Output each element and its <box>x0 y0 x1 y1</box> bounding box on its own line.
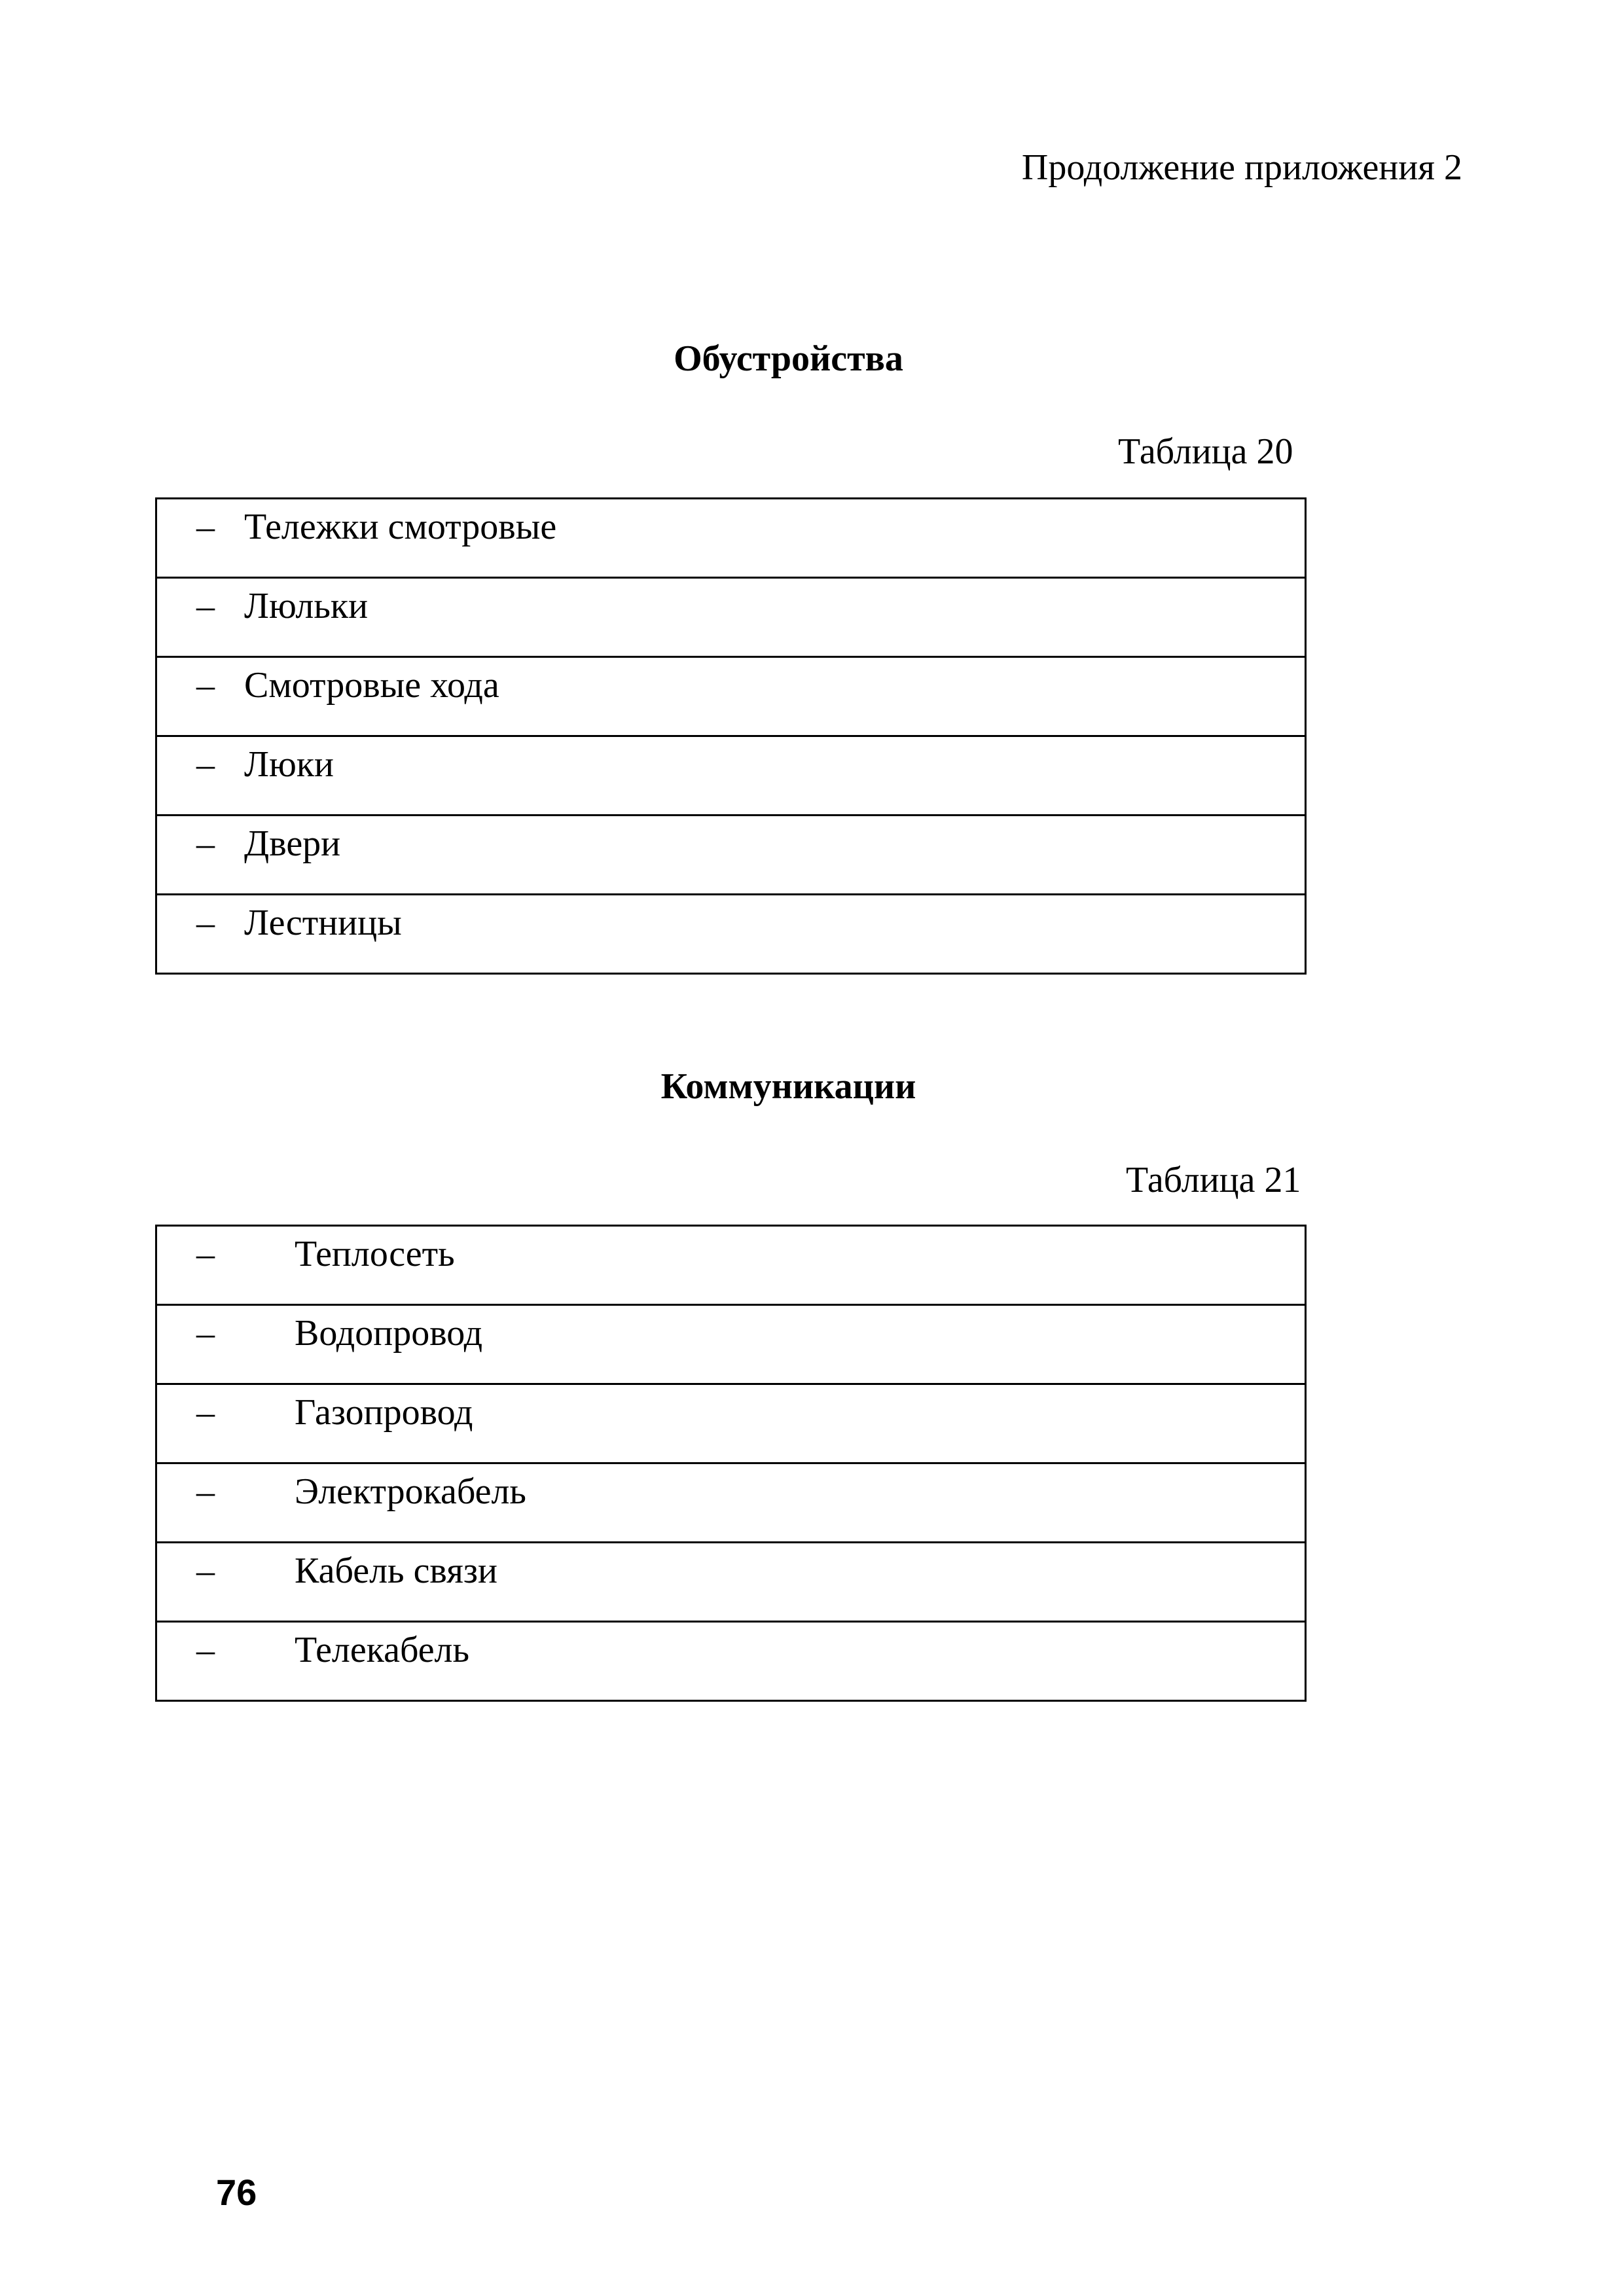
dash-marker: – <box>196 1630 215 1670</box>
dash-marker: – <box>196 1313 215 1354</box>
dash-marker: – <box>196 744 215 785</box>
table-row <box>156 578 1306 657</box>
table-row <box>156 657 1306 736</box>
dash-marker: – <box>196 507 215 547</box>
dash-marker: – <box>196 1392 215 1433</box>
dash-marker: – <box>196 823 215 864</box>
table-row <box>156 1543 1306 1622</box>
dash-marker: – <box>196 1234 215 1274</box>
table-row <box>156 499 1306 578</box>
table-cell-text: Телекабель <box>295 1630 470 1670</box>
dash-marker: – <box>196 903 215 943</box>
dash-marker: – <box>196 586 215 626</box>
section-title-kommunikatsii: Коммуникации <box>660 1066 916 1107</box>
table-cell-text: Люльки <box>244 586 369 626</box>
section-title-obustroystva: Обустройства <box>674 338 903 379</box>
table-cell-text: Люки <box>244 744 334 785</box>
table-cell-text: Водопровод <box>295 1313 483 1354</box>
dash-marker: – <box>196 1551 215 1591</box>
table-kommunikatsii <box>155 1225 1307 1702</box>
table-cell-text: Теплосеть <box>295 1234 455 1274</box>
page-number: 76 <box>216 2172 257 2213</box>
dash-marker: – <box>196 1471 215 1512</box>
table-cell-text: Лестницы <box>244 903 402 943</box>
table-row <box>156 1226 1306 1305</box>
table-cell-text: Двери <box>244 823 341 864</box>
table-obustroystva <box>155 497 1307 975</box>
table-row <box>156 816 1306 895</box>
table-row <box>156 1463 1306 1543</box>
table-cell-text: Смотровые хода <box>244 665 499 706</box>
table-row <box>156 736 1306 816</box>
table-label-21: Таблица 21 <box>1126 1160 1301 1200</box>
table-cell-text: Электрокабель <box>295 1471 526 1512</box>
page-header-continuation: Продолжение приложения 2 <box>1021 147 1462 188</box>
dash-marker: – <box>196 665 215 706</box>
table-cell-text: Газопровод <box>295 1392 473 1433</box>
table-cell-text: Тележки смотровые <box>244 507 557 547</box>
table-row <box>156 895 1306 974</box>
table-label-20: Таблица 20 <box>1118 431 1293 472</box>
table-row <box>156 1622 1306 1701</box>
table-cell-text: Кабель связи <box>295 1551 497 1591</box>
table-row <box>156 1305 1306 1384</box>
table-row <box>156 1384 1306 1463</box>
